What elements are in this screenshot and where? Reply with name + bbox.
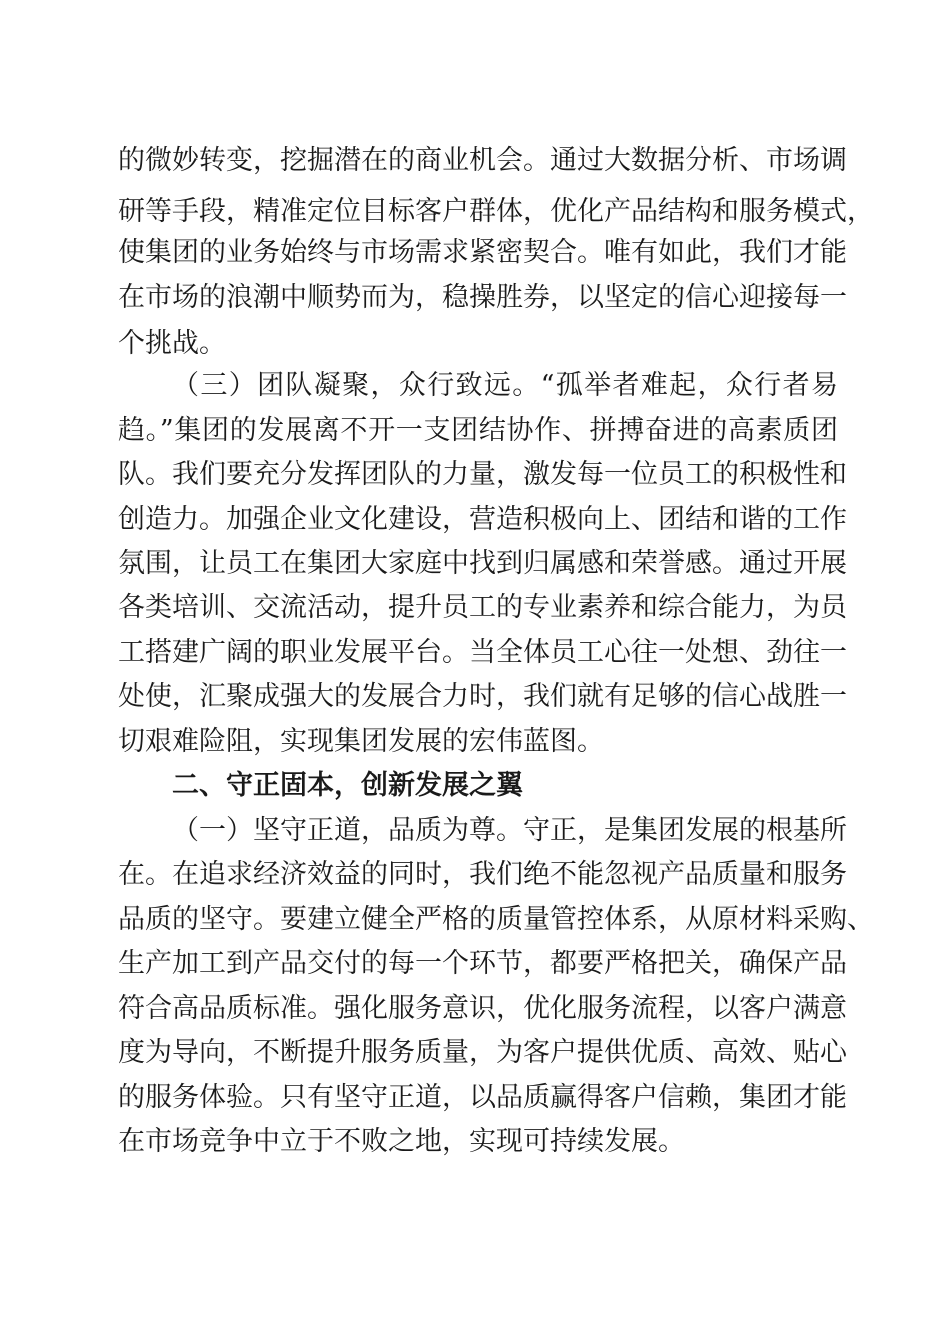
text-line: 在。在追求经济效益的同时，我们绝不能忽视产品质量和服务 bbox=[118, 859, 847, 890]
text-line: 处使，汇聚成强大的发展合力时，我们就有足够的信心战胜一 bbox=[118, 681, 847, 712]
text-line: 趋。”集团的发展离不开一支团结协作、拼搏奋进的高素质团 bbox=[118, 415, 838, 446]
text-line: 度为导向，不断提升服务质量，为客户提供优质、高效、贴心 bbox=[118, 1037, 847, 1068]
text-line: 创造力。加强企业文化建设，营造积极向上、团结和谐的工作 bbox=[118, 504, 847, 535]
paragraph-start-line: （一）坚守正道，品质为尊。守正，是集团发展的根基所 bbox=[172, 815, 847, 846]
text-line: 个挑战。 bbox=[118, 328, 226, 359]
text-line: 的服务体验。只有坚守正道，以品质赢得客户信赖，集团才能 bbox=[118, 1082, 847, 1113]
text-line: 品质的坚守。要建立健全严格的质量管控体系，从原材料采购、 bbox=[118, 904, 874, 935]
text-line: 队。我们要充分发挥团队的力量，激发每一位员工的积极性和 bbox=[118, 459, 847, 490]
text-line: 的微妙转变，挖掘潜在的商业机会。通过大数据分析、市场调 bbox=[118, 145, 847, 176]
text-line: 切艰难险阻，实现集团发展的宏伟蓝图。 bbox=[118, 726, 604, 757]
text-line: 氛围，让员工在集团大家庭中找到归属感和荣誉感。通过开展 bbox=[118, 548, 847, 579]
text-line: 在市场竞争中立于不败之地，实现可持续发展。 bbox=[118, 1126, 685, 1157]
text-line: 各类培训、交流活动，提升员工的专业素养和综合能力，为员 bbox=[118, 592, 847, 623]
text-line: 工搭建广阔的职业发展平台。当全体员工心往一处想、劲往一 bbox=[118, 637, 847, 668]
text-line: 研等手段，精准定位目标客户群体，优化产品结构和服务模式， bbox=[118, 196, 874, 227]
section-heading: 二、守正固本，创新发展之翼 bbox=[172, 770, 523, 801]
text-line: 生产加工到产品交付的每一个环节，都要严格把关，确保产品 bbox=[118, 948, 847, 979]
text-line: 符合高品质标准。强化服务意识，优化服务流程，以客户满意 bbox=[118, 993, 847, 1024]
text-line: 在市场的浪潮中顺势而为，稳操胜券，以坚定的信心迎接每一 bbox=[118, 282, 847, 313]
text-line: 使集团的业务始终与市场需求紧密契合。唯有如此，我们才能 bbox=[118, 237, 847, 268]
paragraph-start-line: （三）团队凝聚，众行致远。“孤举者难起，众行者易 bbox=[172, 370, 838, 401]
